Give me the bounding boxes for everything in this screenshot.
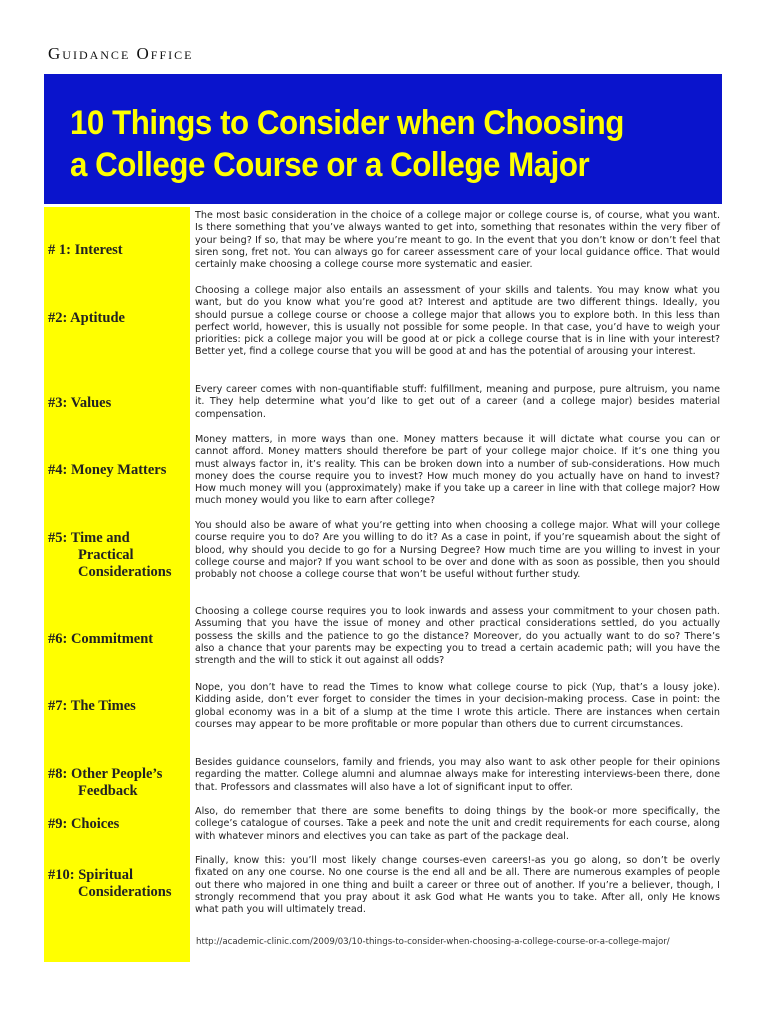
- item-1-label-text: # 1: Interest: [48, 242, 123, 258]
- item-3-text: Every career comes with non-quantifiable stuff: fulfillment, meaning and purpose, pure altruism, you name it. They help determine what you’d like to get out of a career (and a college major) besides material compensation.: [195, 384, 720, 420]
- item-10-label-line-2: Considerations: [78, 884, 172, 900]
- item-2-label-text: #2: Aptitude: [48, 310, 125, 326]
- item-5-label: [48, 530, 188, 581]
- item-3-label-text: #3: Values: [48, 395, 112, 411]
- item-6-text: Choosing a college course requires you to look inwards and assess your commitment to your chosen path. Assuming that you have the issue of money and other practical considerations settled, do you actually possess the skills and the patience to go the distance? Moreover, do you actually want to do so? There’s also a chance that your parents may be expecting you to tread a certain academic path; will you have the strength and the will to stick it out against all odds?: [195, 606, 720, 667]
- item-8-label-line-1: #8: Other People’s: [48, 766, 163, 782]
- item-10-label-line-1: #10: Spiritual: [48, 867, 133, 883]
- item-9-label: [48, 816, 188, 833]
- title-line-1: 10 Things to Consider when Choosing: [70, 104, 624, 142]
- title-line-2: a College Course or a College Major: [70, 146, 590, 184]
- item-4-label: [48, 462, 188, 479]
- item-5-text: You should also be aware of what you’re getting into when choosing a college major. What will your college course require you to do? Are you willing to do it? As a case in point, if you’re squeamish about the sight of blood, why should you decide to go for a Nursing Degree? How much time are you willing to invest in your college course and major? If you want school to be over and done with as soon as possible, then you should probably not choose a college course that won’t be useful without further study.: [195, 520, 720, 581]
- item-4-label-text: #4: Money Matters: [48, 462, 167, 478]
- item-6-label-text: #6: Commitment: [48, 631, 154, 647]
- item-1-text: The most basic consideration in the choice of a college major or college course is, of course, what you want. Is there something that you’ve always wanted to get into, something that resonates within the very fiber of your being? If so, that may be where you’re meant to go. In the event that you don’t know or don’t feel that siren song, fret not. You can always go for career assessment care of your local guidance office. That would certainly make choosing a college course more systematic and easier.: [195, 210, 720, 271]
- item-7-label-text: #7: The Times: [48, 698, 136, 714]
- source-link[interactable]: http://academic-clinic.com/2009/03/10-things-to-consider-when-choosing-a-college-course-or-a-college-major/: [196, 937, 670, 947]
- item-6-label: [48, 631, 188, 648]
- item-10-label: [48, 867, 188, 901]
- item-5-label-line-3: Considerations: [78, 564, 172, 580]
- item-7-label: [48, 698, 188, 715]
- item-8-label: [48, 766, 188, 800]
- item-4-text: Money matters, in more ways than one. Money matters because it will dictate what course you can or cannot afford. Money matters should therefore be part of your college major choice. If it’s one thing you must always factor in, it’s reality. This can be broken down into a number of sub-considerations. How much money does the course require you to invest? How much money do you actually have on hand to invest? How much money will you (approximately) make if you take up a career in line with that college major? How much money would you like to earn after college?: [195, 434, 720, 507]
- title-banner: [44, 74, 722, 204]
- item-2-label: [48, 310, 188, 327]
- item-9-text: Also, do remember that there are some benefits to doing things by the book-or more specifically, the college’s catalogue of courses. Take a peek and note the unit and credit requirements for each course, along with whatever minors and electives you can take as part of the package deal.: [195, 806, 720, 842]
- item-8-text: Besides guidance counselors, family and friends, you may also want to ask other people for their opinions regarding the matter. College alumni and alumnae always make for interesting interviews-been there, done that. Professors and classmates will also have a lot of significant input to offer.: [195, 757, 720, 793]
- item-2-text: Choosing a college major also entails an assessment of your skills and talents. You may know what you want, but do you know what you’re good at? Interest and aptitude are two different things. Ideally, you should pursue a college course or choose a college major that allows you to explore both. In this less than perfect world, however, this is usually not possible for some people. In that case, you’d have to weigh your priorities: pick a college major you will be good at or pick a college course that is in line with your interest? Better yet, find a college course that you will be good at and has the potential of arousing your interest.: [195, 285, 720, 358]
- item-3-label: [48, 395, 188, 412]
- item-8-label-line-2: Feedback: [78, 783, 138, 799]
- item-5-label-line-1: #5: Time and: [48, 530, 130, 546]
- item-7-text: Nope, you don’t have to read the Times to know what college course to pick (Yup, that’s a lousy joke). Kidding aside, don’t ever forget to consider the times in your decision-making process. Case in point: the global economy was in a bit of a slump at the time I wrote this article. There are instances when certain courses may appear to be more profitable or more popular than others due to current circumstances.: [195, 682, 720, 730]
- item-9-label-text: #9: Choices: [48, 816, 120, 832]
- office-label: Guidance Office: [48, 44, 194, 63]
- item-1-label: [48, 242, 188, 259]
- item-10-text: Finally, know this: you’ll most likely change courses-even careers!-as you go along, so don’t be overly fixated on any one course. No one course is the end all and be all. There are numerous examples of people out there who majored in one thing and built a career or three out of another. If you’re a believer, though, I strongly recommend that you pray about it ask God what He wants you to take. After all, only He knows what path you will ultimately tread.: [195, 855, 720, 916]
- item-5-label-line-2: Practical: [78, 547, 134, 563]
